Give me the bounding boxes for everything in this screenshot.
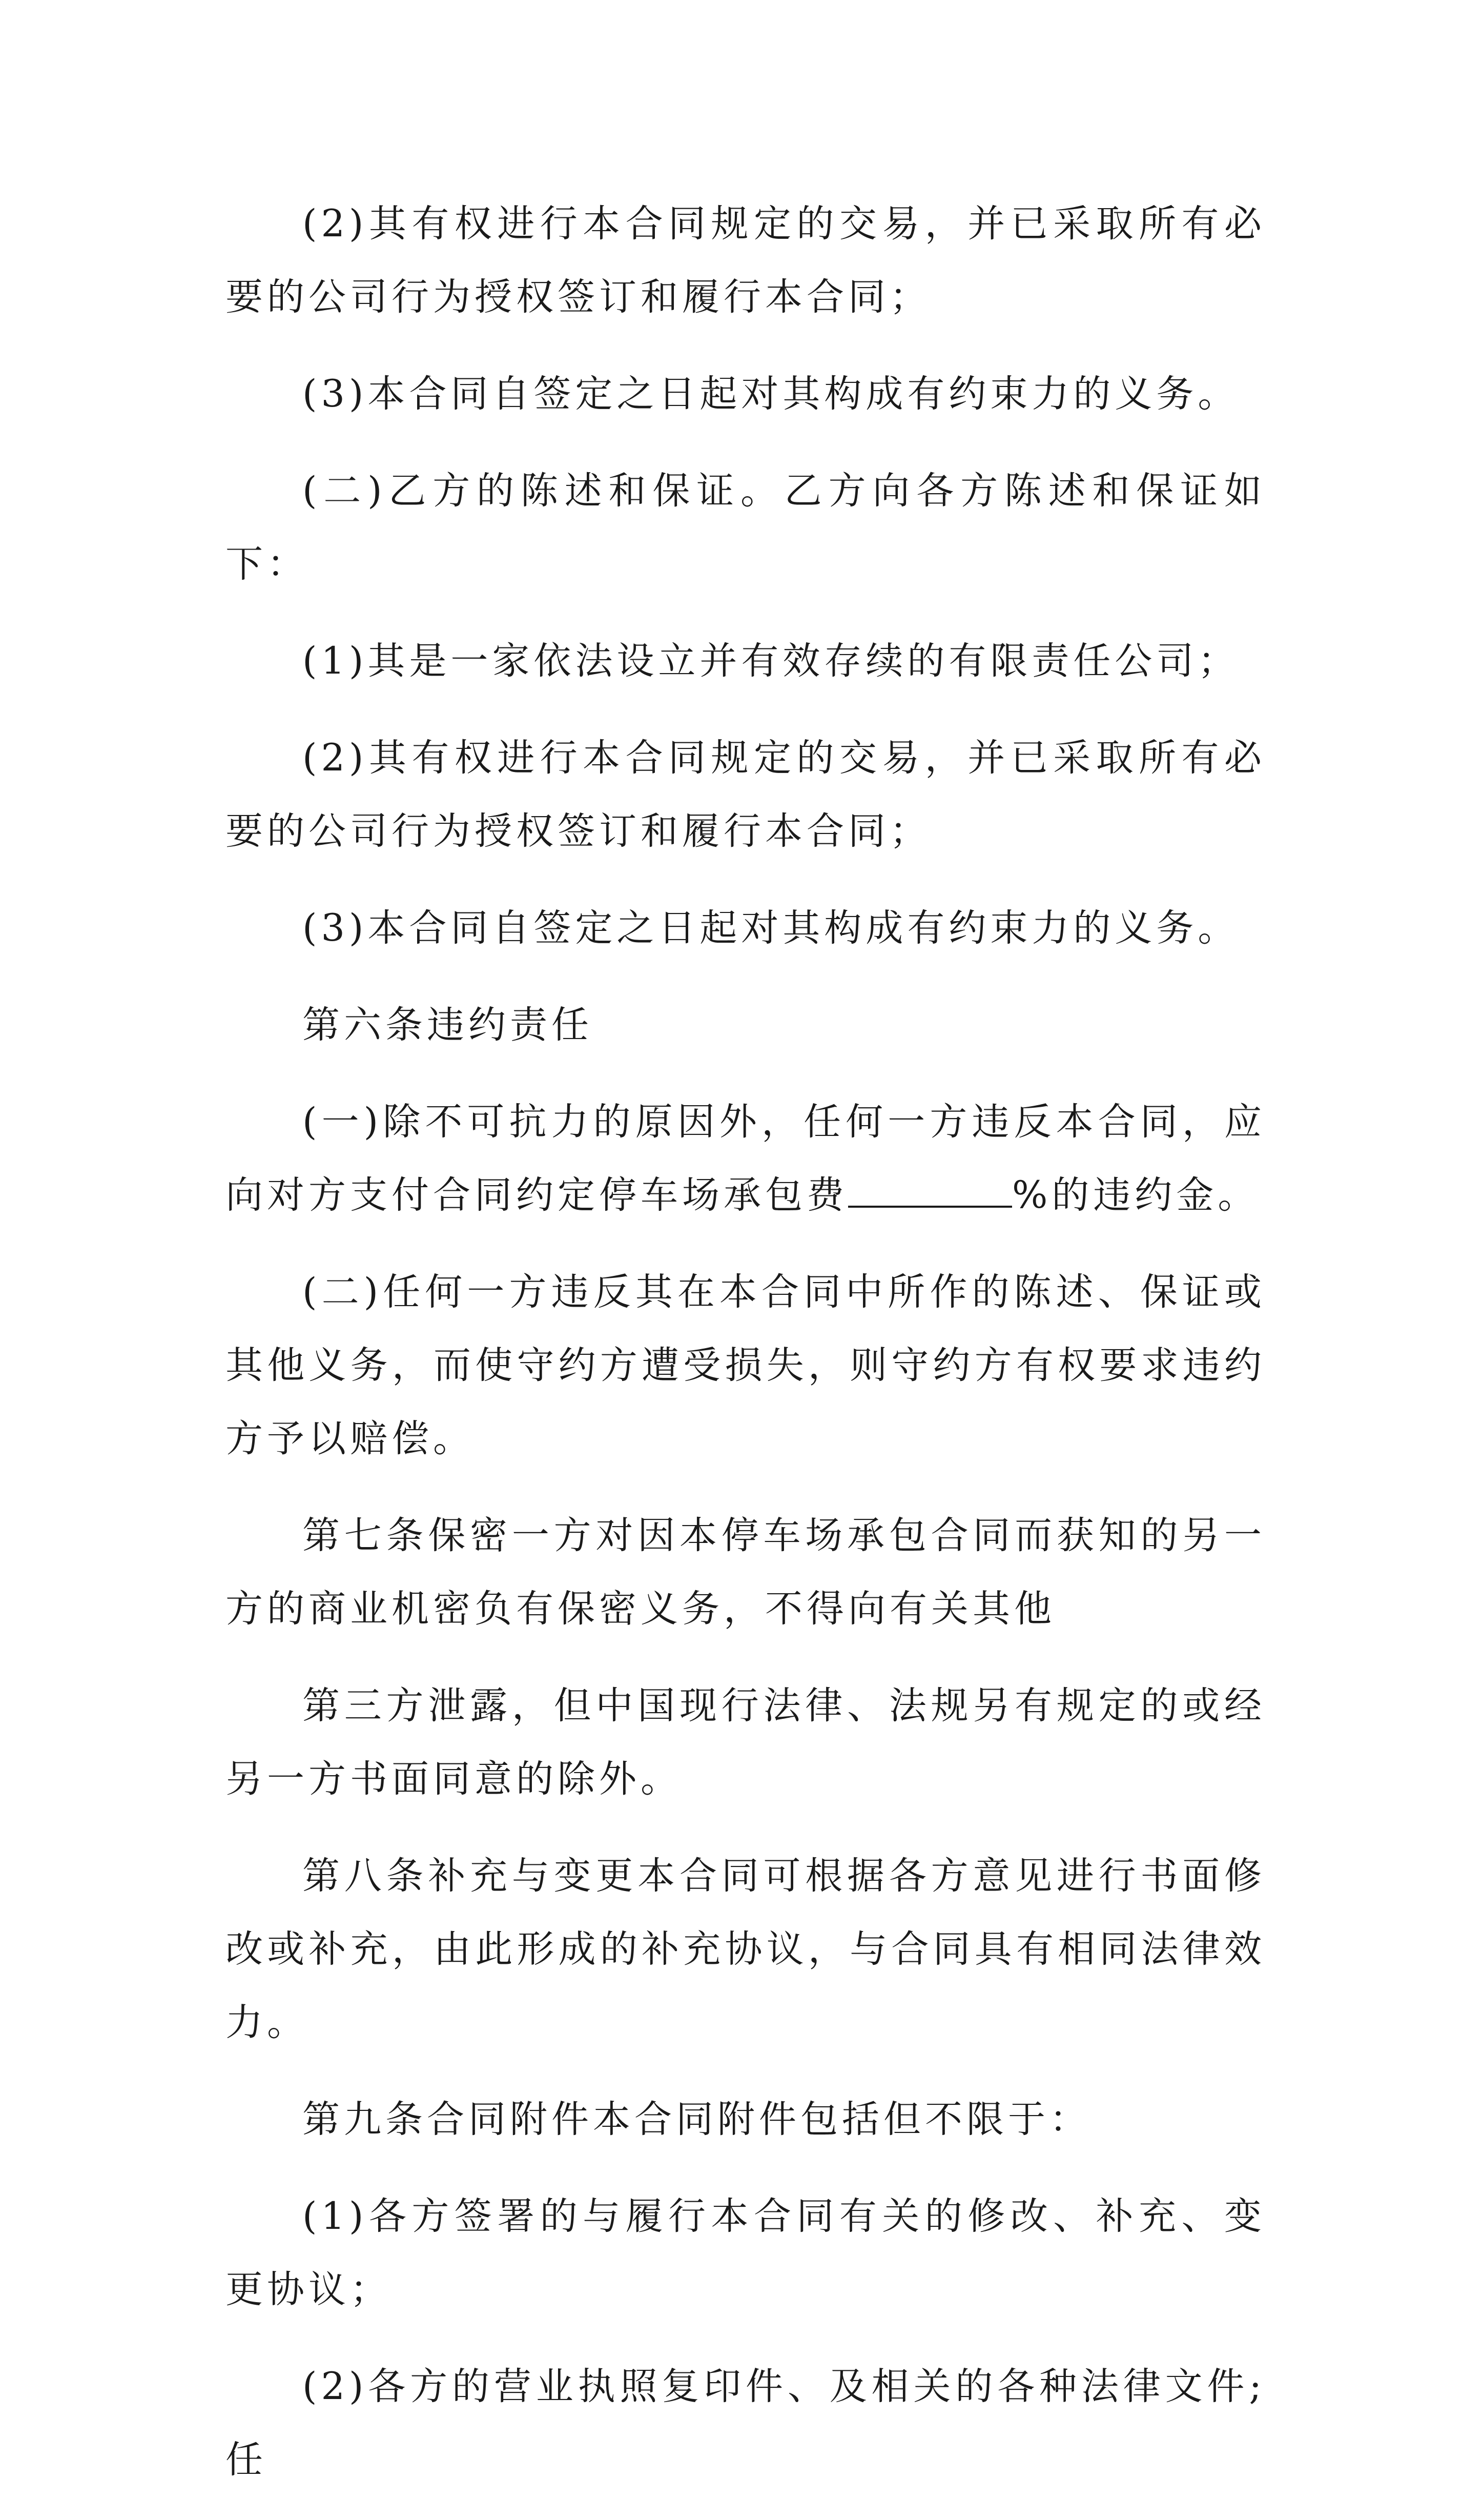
paragraph-breach-penalty [225,1085,1266,1232]
paragraph-breach-compensation: (二)任何一方违反其在本合同中所作的陈述、保证或其他义务，而使守约方遭受损失，则守约方有权要求违约方予以赔偿。 [225,1270,1266,1460]
paragraph-1: (2)其有权进行本合同规定的交易，并已采取所有必要的公司行为授权签订和履行本合同； [225,202,1266,319]
breach-text-after: %的违约金。 [1012,1173,1260,1217]
paragraph-confidentiality: 第七条保密一方对因本停车场承包合同而获知的另一方的商业机密负有保密义务，不得向有关其他 [225,1514,1266,1631]
paragraph-amendment: 第八条补充与变更本合同可根据各方意见进行书面修改或补充，由此形成的补充协议，与合同具有相同法律效力。 [225,1854,1266,2044]
breach-text-before: (一)除不可抗力的原因外，任何一方违反本合同，应向对方支付合同约定停车场承包费 [225,1100,1266,1217]
section-heading-breach: 第六条违约责任 [302,1003,593,1047]
paragraph-attachment-1: (1)各方签署的与履行本合同有关的修改、补充、变更协议； [225,2194,1266,2311]
paragraph-attachments: 第九条合同附件本合同附件包括但不限于： [302,2098,1091,2141]
paragraph-2: (3)本合同自签定之日起对其构成有约束力的义务。 [302,372,1240,416]
document-body [225,187,1266,2520]
paragraph-3: (二)乙方的陈述和保证。乙方向各方陈述和保证如下： [225,469,1266,586]
penalty-percent-blank [848,1175,1012,1208]
paragraph-4: (1)其是一家依法设立并有效存续的有限责任公司； [302,639,1240,683]
paragraph-third-party: 第三方泄露，但中国现行法律、法规另有规定的或经另一方书面同意的除外。 [225,1684,1266,1801]
paragraph-attachment-2: (2)各方的营业执照复印件、及相关的各种法律文件;任 [225,2365,1266,2482]
paragraph-5: (2)其有权进行本合同规定的交易，并已采取所有必要的公司行为授权签订和履行本合同； [225,736,1266,853]
paragraph-6: (3)本合同自签定之日起对其构成有约束力的义务。 [302,906,1240,950]
